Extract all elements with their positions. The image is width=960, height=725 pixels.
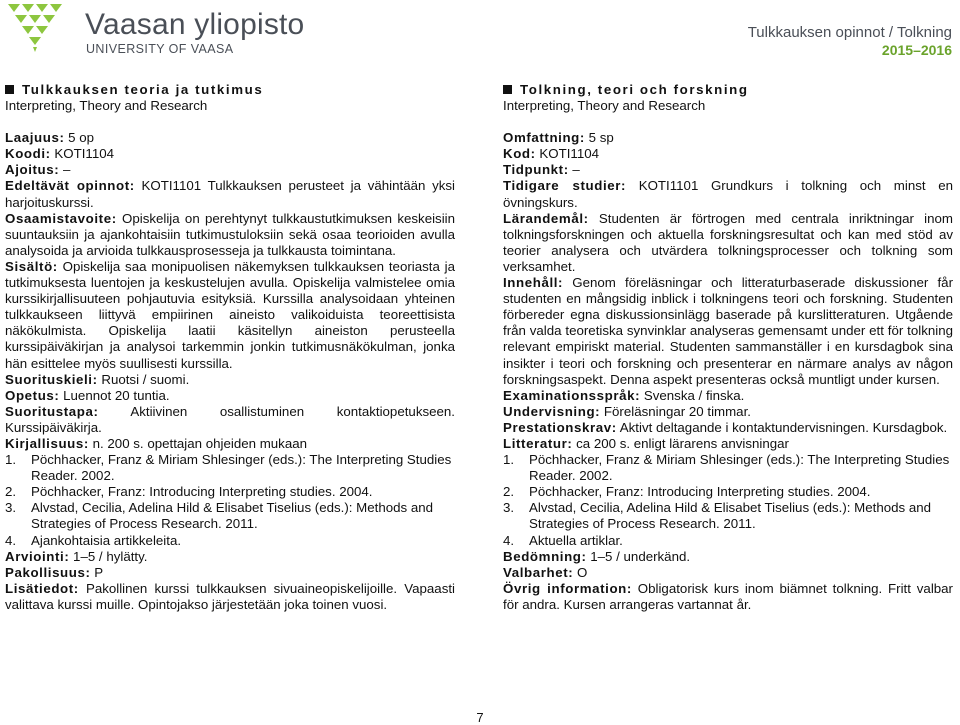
field-opetus: Opetus: Luennot 20 tuntia.: [5, 387, 170, 403]
field-pakollisuus: Pakollisuus: P: [5, 564, 104, 580]
university-logo: [6, 2, 78, 56]
list-item: 4. Ajankohtaisia artikkeleita.: [5, 532, 182, 548]
list-item: 2. Pöchhacker, Franz: Introducing Interpreting studies. 2004.: [503, 484, 871, 500]
field-innehall: Innehåll: Genom föreläsningar och litteraturbaserade diskussioner får studenten en mångsidig inblick i tolkningens teori och forskning. Studenten förbereder egna diskussionsinlägg baserade på kurslitteraturen. Utgående från valda teoretiska synvinklar analyseras gemensamt under ett för tolkning relevant empiriskt material. Studenten sammanställer i en kursdagbok sina insikter i teori och forskning och presenterar en närmare analys av någon forskningsaspekt. Denna aspekt presenteras också muntligt under kursen.: [503, 275, 953, 387]
course-sv: [503, 82, 953, 613]
field-suoritustapa: Suoritustapa: Aktiivinen osallistuminen kontaktiopetukseen. Kurssipäiväkirja.: [5, 403, 455, 435]
page-number: 7: [476, 710, 484, 725]
list-item: 4. Aktuella artiklar.: [503, 532, 623, 548]
field-examinationssprak: Examinationsspråk: Svenska / finska.: [503, 387, 745, 403]
university-name: Vaasan yliopisto: [85, 8, 305, 41]
course-subtitle-sv: Interpreting, Theory and Research: [503, 98, 706, 114]
list-item: 1. Pöchhacker, Franz & Miriam Shlesinger (eds.): The Interpreting Studies Reader. 2002.: [5, 452, 452, 484]
field-litteratur: Litteratur: ca 200 s. enligt lärarens anvisningar: [503, 435, 789, 451]
course-subtitle-fi: Interpreting, Theory and Research: [5, 98, 208, 114]
document-title: Tulkkauksen opinnot / Tolkning: [747, 24, 952, 41]
square-bullet-icon: [503, 85, 512, 94]
field-bedomning: Bedömning: 1–5 / underkänd.: [503, 548, 691, 564]
field-kirjallisuus: Kirjallisuus: n. 200 s. opettajan ohjeiden mukaan: [5, 435, 308, 451]
course-fi: [5, 82, 455, 613]
academic-years: 2015–2016: [881, 42, 952, 58]
university-name-en: UNIVERSITY OF VAASA: [86, 42, 234, 56]
course-title-sv: Tolkning, teori och forskning: [503, 82, 953, 98]
list-item: 2. Pöchhacker, Franz: Introducing Interpreting studies. 2004.: [5, 484, 373, 500]
field-edeltavat: Edeltävät opinnot: KOTI1101 Tulkkauksen perusteet ja vähintään yksi harjoituskurssi.: [5, 178, 456, 210]
field-sisalto: Sisältö: Opiskelija saa monipuolisen näkemyksen tulkkauksen teoriasta ja tutkimuksesta luentojen ja keskustelujen avulla. Opiskelija valmistelee omia kurssikirjallisuuteen pohjautuvia esityksiä. Kurssilla analysoidaan yhteinen tulkkaukseen liittyvä empiirinen aineisto valikoiduista teoreettisista näkökulmista. Opiskelija laatii käsitellyn aineiston perusteella kurssipäiväkirjan ja analysoi tarkemmin jonkin tutkimusnäkökulman, jonka hän esittelee myös suullisesti kurssilla.: [5, 258, 455, 371]
list-item: 1. Pöchhacker, Franz & Miriam Shlesinger (eds.): The Interpreting Studies Reader. 2002.: [503, 452, 950, 484]
field-larandemal: Lärandemål: Studenten är förtrogen med centrala inriktningar inom tolkningsforskningen och aktuella forskningsresultat och kan med stöd av teorier analysera och utvärdera tolkningsprocesser och tolkning som verksamhet.: [503, 210, 953, 274]
field-prestationskrav: Prestationskrav: Aktivt deltagande i kontaktundervisningen. Kursdagbok.: [503, 419, 948, 435]
field-arviointi: Arviointi: 1–5 / hylätty.: [5, 548, 148, 564]
field-undervisning: Undervisning: Föreläsningar 20 timmar.: [503, 403, 751, 419]
field-lisatiedot: Lisätiedot: Pakollinen kurssi tulkkauksen sivuaineopiskelijoille. Vapaasti valittava kurssi muille. Opintojakso järjestetään joka toinen vuosi.: [5, 580, 455, 612]
list-item: 3. Alvstad, Cecilia, Adelina Hild & Elisabet Tiselius (eds.): Methods and Strategies of Process Research. 2011.: [503, 500, 932, 532]
field-koodi: Koodi: KOTI1104: [5, 146, 115, 162]
field-omfattning: Omfattning: 5 sp: [503, 130, 614, 146]
field-osaamistavoite: Osaamistavoite: Opiskelija on perehtynyt tulkkaustutkimuksen keskeisiin suuntauksiin ja ajankohtaisiin tutkimustuloksiin sekä osaa teorioiden avulla analysoida ja arvioida tulkkausprosesseja ja tulkkausta toimintana.: [5, 210, 455, 258]
field-kod: Kod: KOTI1104: [503, 146, 600, 162]
field-suorituskieli: Suorituskieli: Ruotsi / suomi.: [5, 371, 190, 387]
course-title-fi: Tulkkauksen teoria ja tutkimus: [5, 82, 455, 98]
list-item: 3. Alvstad, Cecilia, Adelina Hild & Elisabet Tiselius (eds.): Methods and Strategies of Process Research. 2011.: [5, 500, 434, 532]
field-valbarhet: Valbarhet: O: [503, 564, 588, 580]
field-tidigare-studier: Tidigare studier: KOTI1101 Grundkurs i tolkning och minst en övningskurs.: [503, 178, 953, 210]
field-ovrig-information: Övrig information: Obligatorisk kurs inom biämnet tolkning. Fritt valbar för andra. Kursen arrangeras vartannat år.: [503, 580, 953, 612]
field-laajuus: Laajuus: 5 op: [5, 130, 95, 146]
field-ajoitus: Ajoitus: –: [5, 162, 71, 178]
square-bullet-icon: [5, 85, 14, 94]
field-tidpunkt: Tidpunkt: –: [503, 162, 580, 178]
